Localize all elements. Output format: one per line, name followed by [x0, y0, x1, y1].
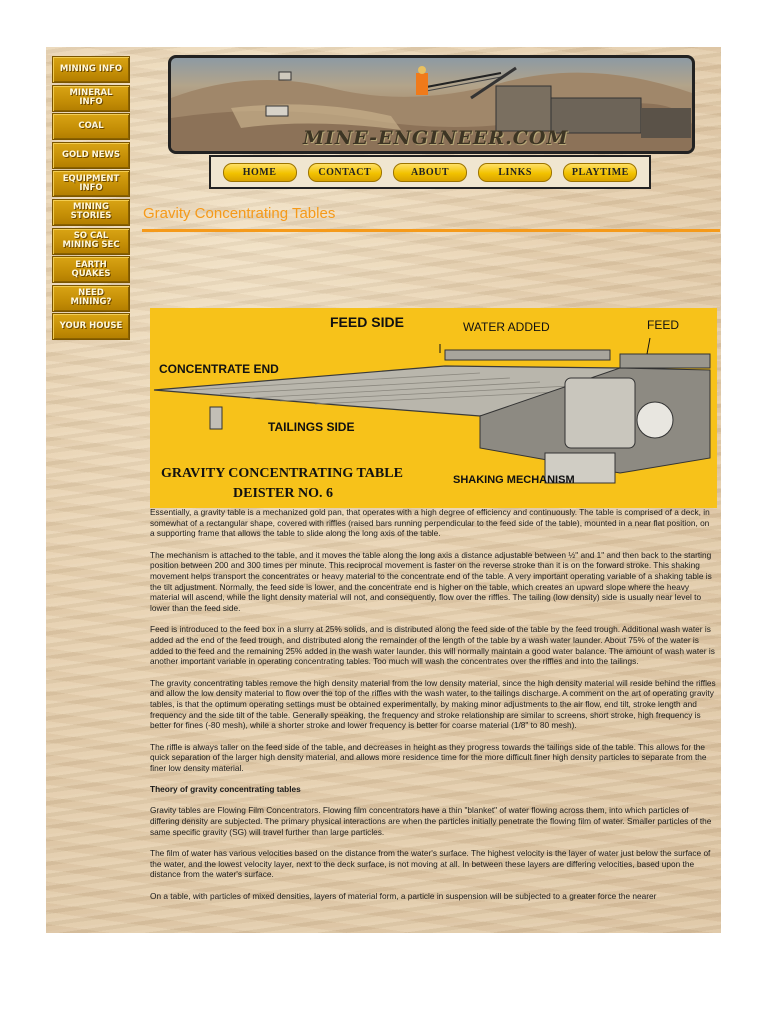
- sidebar-item-your-house[interactable]: YOUR HOUSE: [52, 313, 130, 340]
- site-banner[interactable]: [168, 55, 695, 154]
- figure-label-tailings-side: TAILINGS SIDE: [268, 420, 355, 434]
- page-container: [46, 47, 721, 933]
- article-paragraph: Essentially, a gravity table is a mechanized gold pan, that operates with a high degree of efficiency and continuously. The table is comprised of a deck, in somewhat of a rectangular shape, covered with riffles (raised bars running perpendicular to the feed side of the table), mounted in a near flat position, on a supporting frame that allows the table to slide along the long axis of the table.: [150, 507, 710, 539]
- figure-label-feed: FEED: [647, 318, 680, 332]
- article-paragraph: The gravity concentrating tables remove the high density material from the low density material, since the high density material will reside behind the riffles and allow the low density material to flow over the top of the riffles with the wash water, to the tailings discharge. A comment on the art of operating gravity tables, is that the optimum operating settings must be obtained experimentally, by making minor adjustments to the air flow, end tilt, stroke length and frequency and the side tilt of the table. Generally speaking, the frequency and stroke relationship are similar to screens, short stroke, high frequency is better for fines (-80 mesh), while a shorter stroke and lower frequency is better for coarse material (1/8" to 80 mesh).: [150, 677, 716, 731]
- sidebar-item-mining-stories[interactable]: MINING STORIES: [52, 199, 130, 226]
- figure-label-shaking-mechanism: SHAKING MECHANISM: [453, 474, 575, 486]
- article-paragraph: Feed is introduced to the feed box in a slurry at 25% solids, and is distributed along the feed side of the table by the feed trough. Additional wash water is added ad the end of the feed trough, and distributed along the remainder of the length of the table by a wash water launder. About 75% of the water is added to the feed and the remaining 25% added in the wash water launder. this will normally maintain a good water balance. The amount of wash water is another important variable in operating concentrating tables. Too much will wash the concentrates over the riffles and into the tailings.: [150, 624, 715, 667]
- figure-label-feed-side: FEED SIDE: [330, 314, 404, 330]
- sidebar-item-equipment-info[interactable]: EQUIPMENT INFO: [52, 170, 130, 197]
- figure-label-water-added: WATER ADDED: [463, 320, 550, 334]
- top-navigation: [209, 155, 651, 189]
- sidebar-item-need-mining[interactable]: NEED MINING?: [52, 285, 130, 312]
- article-paragraph: On a table, with particles of mixed densities, layers of material form, a particle in suspension will be subjected to a greater force the nearer: [150, 890, 657, 901]
- nav-playtime-button[interactable]: PLAYTIME: [563, 163, 637, 182]
- side-navigation: [52, 56, 130, 342]
- nav-links-button[interactable]: LINKS: [478, 163, 552, 182]
- figure-title-line2: DEISTER NO. 6: [233, 486, 333, 501]
- figure-title-line1: GRAVITY CONCENTRATING TABLE: [161, 466, 403, 481]
- heading-divider: [142, 229, 720, 232]
- page-title: Gravity Concentrating Tables: [143, 205, 336, 222]
- article-paragraph: The mechanism is attached to the table, and it moves the table along the long axis a distance adjustable between ½" and 1" and then back to the starting position between 200 and 300 times per minute. This reciprocal movement is faster on the reverse stroke than it is on the forward stroke. This shaking movement helps transport the concentrates or heavy material to the concentrate end of the table. A very important operating variable of a shaking table is the tilt adjustment. Normally, the feed side is lower, and the concentrate end is higher on the table, which creates an upward slope where the heavy material will ascend, while the light density material will not, and consequently, flow over the riffles. The tailing (low density) side is usually near level to lower than the feed side.: [150, 549, 712, 614]
- sidebar-item-coal[interactable]: COAL: [52, 113, 130, 140]
- nav-home-button[interactable]: HOME: [223, 163, 297, 182]
- theory-section-heading: Theory of gravity concentrating tables: [150, 784, 301, 795]
- gravity-table-diagram: [150, 308, 717, 508]
- sidebar-item-so-cal-mining-sec[interactable]: SO CAL MINING SEC: [52, 228, 130, 255]
- sidebar-item-gold-news[interactable]: GOLD NEWS: [52, 142, 130, 169]
- article-paragraph: The riffle is always taller on the feed side of the table, and decreases in height as they progress towards the tailings side of the table. This allows for the quick separation of the larger high density material, and allows more residence time for the more difficult finer high density particles to separate from the finer low density material.: [150, 741, 707, 774]
- figure-label-concentrate-end: CONCENTRATE END: [159, 362, 279, 376]
- sidebar-item-mining-info[interactable]: MINING INFO: [52, 56, 130, 83]
- sidebar-item-earth-quakes[interactable]: EARTH QUAKES: [52, 256, 130, 283]
- banner-site-title: MINE-ENGINEER.COM: [303, 127, 569, 149]
- article-paragraph: Gravity tables are Flowing Film Concentrators. Flowing film concentrators have a thin "blanket" of water flowing across them, into which particles of differing density are subjected. The primary physical interactions are when the particles initially penetrate the flowing film of water. Smaller particles of the same specific gravity (SG) will travel further than large particles.: [150, 805, 712, 837]
- nav-about-button[interactable]: ABOUT: [393, 163, 467, 182]
- sidebar-item-mineral-info[interactable]: MINERAL INFO: [52, 85, 130, 112]
- worker-figure: [416, 73, 428, 95]
- article-paragraph: The film of water has various velocities based on the distance from the water's surface. The highest velocity is the layer of water just below the surface of the water, and the lowest velocity layer, next to the deck surface, is not moving at all. In between these layers are differing velocities, based upon the distance from the water's surface.: [150, 848, 711, 880]
- nav-contact-button[interactable]: CONTACT: [308, 163, 382, 182]
- article-body: [150, 507, 716, 912]
